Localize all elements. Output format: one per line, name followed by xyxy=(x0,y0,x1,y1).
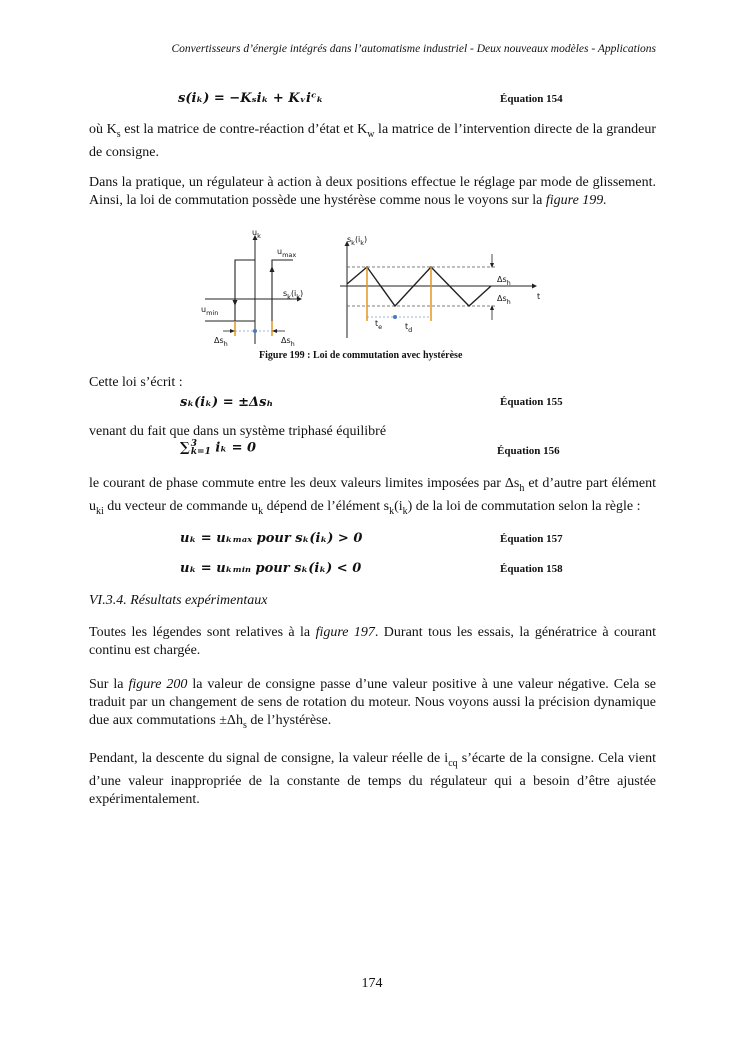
equation-157-label: Équation 157 xyxy=(500,533,563,545)
sk-label: $s_k(i_k)$ xyxy=(283,289,304,301)
dsh-top-label: $\Delta s_h$ xyxy=(497,275,511,287)
paragraph-2: Dans la pratique, un régulateur à action à deux positions effectue le réglage par mode de glissement. Ainsi, la loi de commutation possède une hystérèse comme nous le voyons sur la figure 199. xyxy=(89,175,656,208)
paragraph-5: le courant de phase commute entre les deux valeurs limites imposées par $\Delta s_h$ et d’autre part élément $u_{ki}$ du vecteur de commande $u_k$ dépend de l’élément $s_k(i_k)$ de la loi de commutation selon la règle : xyxy=(89,476,656,517)
page-number: 174 xyxy=(361,976,383,991)
td-label: $t_d$ xyxy=(405,322,413,334)
umax-label: $u_{max}$ xyxy=(277,247,297,259)
paragraph-8: Pendant, la descente du signal de consigne, la valeur réelle de $i_{cq}$ s’écarte de la consigne. Cela vient d’une valeur inappropriée de la constante de temps du régulateur qui a besoin d’être ajustée expérimentalement. xyxy=(89,751,657,807)
center-dot xyxy=(253,329,257,333)
uk-label: $u_k$ xyxy=(252,228,261,240)
figure-199-ref: figure 199. xyxy=(545,193,607,208)
equation-156-label: Équation 156 xyxy=(497,445,560,457)
hysteresis-diagram xyxy=(201,228,303,348)
figure-199 xyxy=(195,226,555,350)
umin-label: $u_{min}$ xyxy=(201,305,219,317)
paragraph-1: où $K_s$ est la matrice de contre-réaction d’état et $K_w$ la matrice de l’intervention directe de la grandeur de consigne. xyxy=(89,122,656,160)
equation-155: sₖ(iₖ) = ±Δsₕ xyxy=(180,395,274,410)
dsh-left-label: $\Delta s_h$ xyxy=(214,336,228,348)
up-arrow xyxy=(270,266,275,272)
dsh-right-label: $\Delta s_h$ xyxy=(281,336,295,348)
down-arrow xyxy=(233,300,238,306)
paragraph-6: Toutes les légendes sont relatives à la figure 197. Durant tous les essais, la génératrice à courant continu est chargée. xyxy=(89,625,657,658)
figure-200-ref: figure 200 xyxy=(128,677,188,692)
timing-diagram xyxy=(340,235,540,338)
running-header: Convertisseurs d’énergie intégrés dans l’automatisme industriel - Deux nouveaux modèles - Applications xyxy=(171,43,656,55)
equation-155-label: Équation 155 xyxy=(500,396,563,408)
left-branch xyxy=(235,260,255,321)
paragraph-3: Cette loi s’écrit : xyxy=(89,375,183,390)
paragraph-7: Sur la figure 200 la valeur de consigne passe d’une valeur positive à une valeur négative. Cela se traduit par un changement de sens de rotation du moteur. Nous voyons aussi la précision dynamique due aux commutations $\pm\Delta h_s$ de l’hystérèse. xyxy=(89,677,657,731)
figure-199-caption: Figure 199 : Loi de commutation avec hystérèse xyxy=(259,350,463,361)
equation-154-label: Équation 154 xyxy=(500,93,563,105)
equation-156: ∑ 3 k=1 iₖ = 0 xyxy=(180,439,257,457)
equation-158-label: Équation 158 xyxy=(500,563,563,575)
equation-158: uₖ = uₖₘᵢₙ pour sₖ(iₖ) < 0 xyxy=(180,561,362,576)
period-center-dot xyxy=(393,315,397,319)
t-axis-arrow xyxy=(532,284,537,289)
equation-157: uₖ = uₖₘₐₓ pour sₖ(iₖ) > 0 xyxy=(180,531,363,546)
dsh-bottom-label: $\Delta s_h$ xyxy=(497,294,511,306)
paragraph-4: venant du fait que dans un système triphasé équilibré xyxy=(89,424,387,439)
t-label: t xyxy=(537,292,541,301)
equation-154: s(iₖ) = −Kₛiₖ + Kᵥiᶜₖ xyxy=(178,91,324,106)
section-heading: VI.3.4. Résultats expérimentaux xyxy=(89,593,268,608)
sk-time-label: $s_k(i_k)$ xyxy=(347,235,368,247)
figure-197-ref: figure 197 xyxy=(315,625,375,640)
te-label: $t_e$ xyxy=(375,319,383,331)
